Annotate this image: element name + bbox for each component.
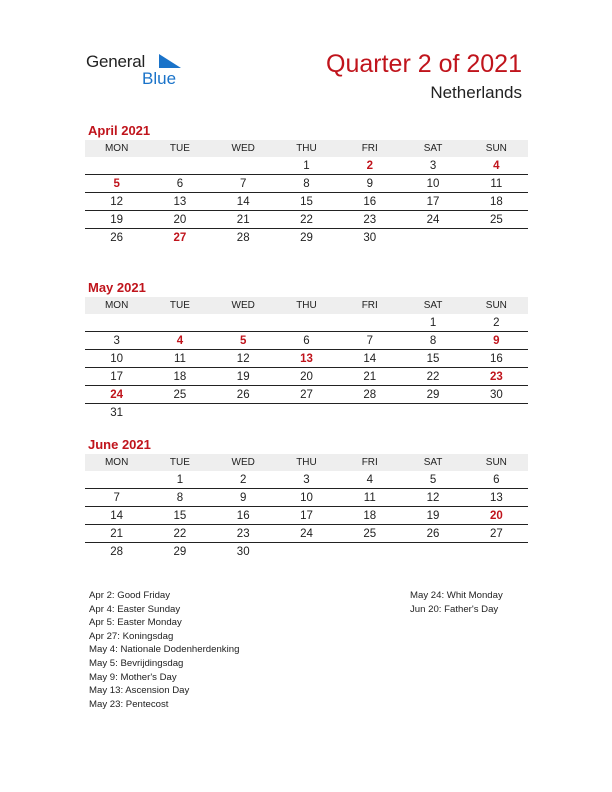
- day-cell: 16: [212, 507, 275, 525]
- day-cell: 17: [401, 193, 464, 211]
- month-calendar-table: [85, 140, 528, 246]
- day-cell: 1: [401, 314, 464, 332]
- holiday-list-item: Apr 2: Good Friday: [89, 590, 171, 601]
- day-cell: 12: [212, 350, 275, 368]
- empty-day-cell: [148, 157, 211, 175]
- day-cell: 11: [338, 489, 401, 507]
- day-cell: 27: [275, 386, 338, 404]
- weekday-header: SUN: [465, 297, 528, 314]
- holiday-list-item: May 13: Ascension Day: [89, 685, 190, 697]
- week-row: [85, 368, 528, 386]
- day-cell: 26: [212, 386, 275, 404]
- empty-day-cell: [85, 314, 148, 332]
- month-title: May 2021: [88, 280, 146, 295]
- day-cell: 31: [110, 406, 124, 419]
- day-cell: 12: [85, 193, 148, 211]
- day-cell: 21: [85, 525, 148, 543]
- day-cell: 25: [338, 525, 401, 543]
- holiday-list-item: Jun 20: Father's Day: [410, 603, 499, 615]
- day-cell: 27: [465, 525, 528, 543]
- day-cell: 7: [85, 489, 148, 507]
- day-cell: 21: [212, 211, 275, 229]
- day-cell: 25: [148, 386, 211, 404]
- holiday-list-item: May 23: Pentecost: [89, 698, 169, 710]
- empty-day-cell: [401, 404, 464, 422]
- day-cell: 15: [148, 507, 211, 525]
- day-cell: 14: [212, 193, 275, 211]
- day-cell: 17: [85, 368, 148, 386]
- week-row: [85, 332, 528, 350]
- month-june: [85, 436, 528, 560]
- holiday-list-left: [89, 589, 239, 711]
- day-cell: 22: [275, 211, 338, 229]
- day-cell: 10: [275, 489, 338, 507]
- day-cell: 9: [338, 175, 401, 193]
- empty-day-cell: [212, 314, 275, 332]
- logo-general-text: General: [86, 52, 146, 71]
- empty-day-cell: [401, 229, 464, 247]
- day-cell: 5: [212, 332, 275, 350]
- weekday-header: WED: [212, 140, 275, 157]
- day-cell: 3: [401, 157, 464, 175]
- empty-day-cell: [338, 543, 401, 561]
- day-cell: 30: [363, 231, 377, 244]
- day-cell: 17: [275, 507, 338, 525]
- weekday-header: TUE: [148, 140, 211, 157]
- weekday-header-row: [85, 297, 528, 314]
- empty-day-cell: [275, 314, 338, 332]
- week-row: [85, 386, 528, 404]
- holiday-list-item: May 4: Nationale Dodenherdenking: [89, 644, 240, 656]
- day-cell: 27: [173, 231, 187, 244]
- week-row: [85, 193, 528, 211]
- month-title: June 2021: [88, 437, 151, 452]
- day-cell: 8: [275, 175, 338, 193]
- weekday-header: SUN: [465, 140, 528, 157]
- day-cell: 15: [275, 193, 338, 211]
- week-row: [85, 175, 528, 193]
- weekday-header: SAT: [401, 454, 464, 471]
- empty-day-cell: [465, 543, 528, 561]
- day-cell: 6: [465, 471, 528, 489]
- week-row: [85, 471, 528, 489]
- day-cell: 18: [338, 507, 401, 525]
- weekday-header: WED: [212, 297, 275, 314]
- month-calendar-table: [85, 454, 528, 560]
- empty-day-cell: [212, 157, 275, 175]
- day-cell: 1: [275, 157, 338, 175]
- country-name: Netherlands: [430, 83, 522, 102]
- empty-day-cell: [148, 314, 211, 332]
- empty-day-cell: [465, 404, 528, 422]
- week-row: [85, 543, 528, 561]
- day-cell: 5: [85, 175, 148, 193]
- day-cell: 10: [85, 350, 148, 368]
- week-row: [85, 157, 528, 175]
- day-cell: 4: [465, 157, 528, 175]
- day-cell: 16: [465, 350, 528, 368]
- day-cell: 18: [148, 368, 211, 386]
- weekday-header: TUE: [148, 454, 211, 471]
- logo-blue-text: Blue: [142, 69, 177, 88]
- weekday-header: TUE: [148, 297, 211, 314]
- day-cell: 28: [110, 545, 124, 558]
- day-cell: 8: [148, 489, 211, 507]
- week-row: [85, 229, 528, 247]
- day-cell: 6: [275, 332, 338, 350]
- weekday-header: SAT: [401, 140, 464, 157]
- day-cell: 7: [212, 175, 275, 193]
- month-title: April 2021: [88, 123, 151, 138]
- day-cell: 2: [338, 157, 401, 175]
- day-cell: 4: [148, 332, 211, 350]
- weekday-header-row: [85, 140, 528, 157]
- day-cell: 22: [401, 368, 464, 386]
- day-cell: 22: [148, 525, 211, 543]
- day-cell: 9: [465, 332, 528, 350]
- day-cell: 28: [338, 386, 401, 404]
- week-row: [85, 507, 528, 525]
- week-row: [85, 314, 528, 332]
- day-cell: 19: [85, 211, 148, 229]
- day-cell: 16: [338, 193, 401, 211]
- holiday-list-item: May 24: Whit Monday: [410, 590, 503, 601]
- logo-triangle-icon: [159, 54, 181, 68]
- day-cell: 9: [212, 489, 275, 507]
- day-cell: 2: [212, 471, 275, 489]
- holiday-list-item: Apr 5: Easter Monday: [89, 617, 182, 629]
- day-cell: 6: [148, 175, 211, 193]
- weekday-header: MON: [85, 454, 148, 471]
- empty-day-cell: [275, 543, 338, 561]
- day-cell: 29: [401, 386, 464, 404]
- empty-day-cell: [148, 404, 211, 422]
- week-row: [85, 489, 528, 507]
- day-cell: 15: [401, 350, 464, 368]
- day-cell: 2: [465, 314, 528, 332]
- day-cell: 24: [85, 386, 148, 404]
- day-cell: 19: [401, 507, 464, 525]
- weekday-header: THU: [275, 454, 338, 471]
- empty-day-cell: [338, 314, 401, 332]
- day-cell: 25: [465, 211, 528, 229]
- weekday-header: MON: [85, 140, 148, 157]
- day-cell: 24: [401, 211, 464, 229]
- day-cell: 11: [465, 175, 528, 193]
- empty-day-cell: [85, 471, 148, 489]
- week-row: [85, 525, 528, 543]
- week-row: [85, 211, 528, 229]
- day-cell: 29: [173, 545, 187, 558]
- day-cell: 20: [465, 507, 528, 525]
- holiday-list-item: Apr 27: Koningsdag: [89, 630, 174, 642]
- holiday-list-item: May 9: Mother's Day: [89, 671, 177, 683]
- holiday-list-right: [410, 589, 503, 616]
- day-cell: 5: [401, 471, 464, 489]
- day-cell: 23: [338, 211, 401, 229]
- month-may: [85, 279, 528, 421]
- day-cell: 13: [148, 193, 211, 211]
- day-cell: 29: [300, 231, 313, 244]
- weekday-header: THU: [275, 140, 338, 157]
- day-cell: 21: [338, 368, 401, 386]
- day-cell: 3: [85, 332, 148, 350]
- day-cell: 10: [401, 175, 464, 193]
- weekday-header: FRI: [338, 454, 401, 471]
- day-cell: 26: [110, 231, 124, 244]
- day-cell: 20: [275, 368, 338, 386]
- day-cell: 19: [212, 368, 275, 386]
- page-title: Quarter 2 of 2021: [326, 50, 522, 78]
- day-cell: 13: [465, 489, 528, 507]
- weekday-header-row: [85, 454, 528, 471]
- empty-day-cell: [275, 404, 338, 422]
- weekday-header: FRI: [338, 140, 401, 157]
- day-cell: 1: [148, 471, 211, 489]
- day-cell: 4: [338, 471, 401, 489]
- day-cell: 18: [465, 193, 528, 211]
- weekday-header: WED: [212, 454, 275, 471]
- day-cell: 13: [275, 350, 338, 368]
- logo: [86, 52, 196, 92]
- day-cell: 12: [401, 489, 464, 507]
- day-cell: 7: [338, 332, 401, 350]
- empty-day-cell: [401, 543, 464, 561]
- day-cell: 28: [236, 231, 250, 244]
- weekday-header: THU: [275, 297, 338, 314]
- week-row: [85, 350, 528, 368]
- day-cell: 8: [401, 332, 464, 350]
- weekday-header: SAT: [401, 297, 464, 314]
- empty-day-cell: [85, 157, 148, 175]
- weekday-header: MON: [85, 297, 148, 314]
- weekday-header: FRI: [338, 297, 401, 314]
- day-cell: 14: [85, 507, 148, 525]
- day-cell: 14: [338, 350, 401, 368]
- day-cell: 3: [275, 471, 338, 489]
- holiday-list-item: Apr 4: Easter Sunday: [89, 603, 181, 615]
- day-cell: 20: [148, 211, 211, 229]
- day-cell: 30: [236, 545, 250, 558]
- empty-day-cell: [212, 404, 275, 422]
- weekday-header: SUN: [465, 454, 528, 471]
- day-cell: 26: [401, 525, 464, 543]
- day-cell: 11: [148, 350, 211, 368]
- day-cell: 30: [465, 386, 528, 404]
- week-row: [85, 404, 528, 422]
- day-cell: 23: [465, 368, 528, 386]
- holiday-list-item: May 5: Bevrijdingsdag: [89, 657, 184, 669]
- month-april: [85, 122, 528, 246]
- day-cell: 23: [212, 525, 275, 543]
- empty-day-cell: [338, 404, 401, 422]
- month-calendar-table: [85, 297, 528, 421]
- day-cell: 24: [275, 525, 338, 543]
- empty-day-cell: [465, 229, 528, 247]
